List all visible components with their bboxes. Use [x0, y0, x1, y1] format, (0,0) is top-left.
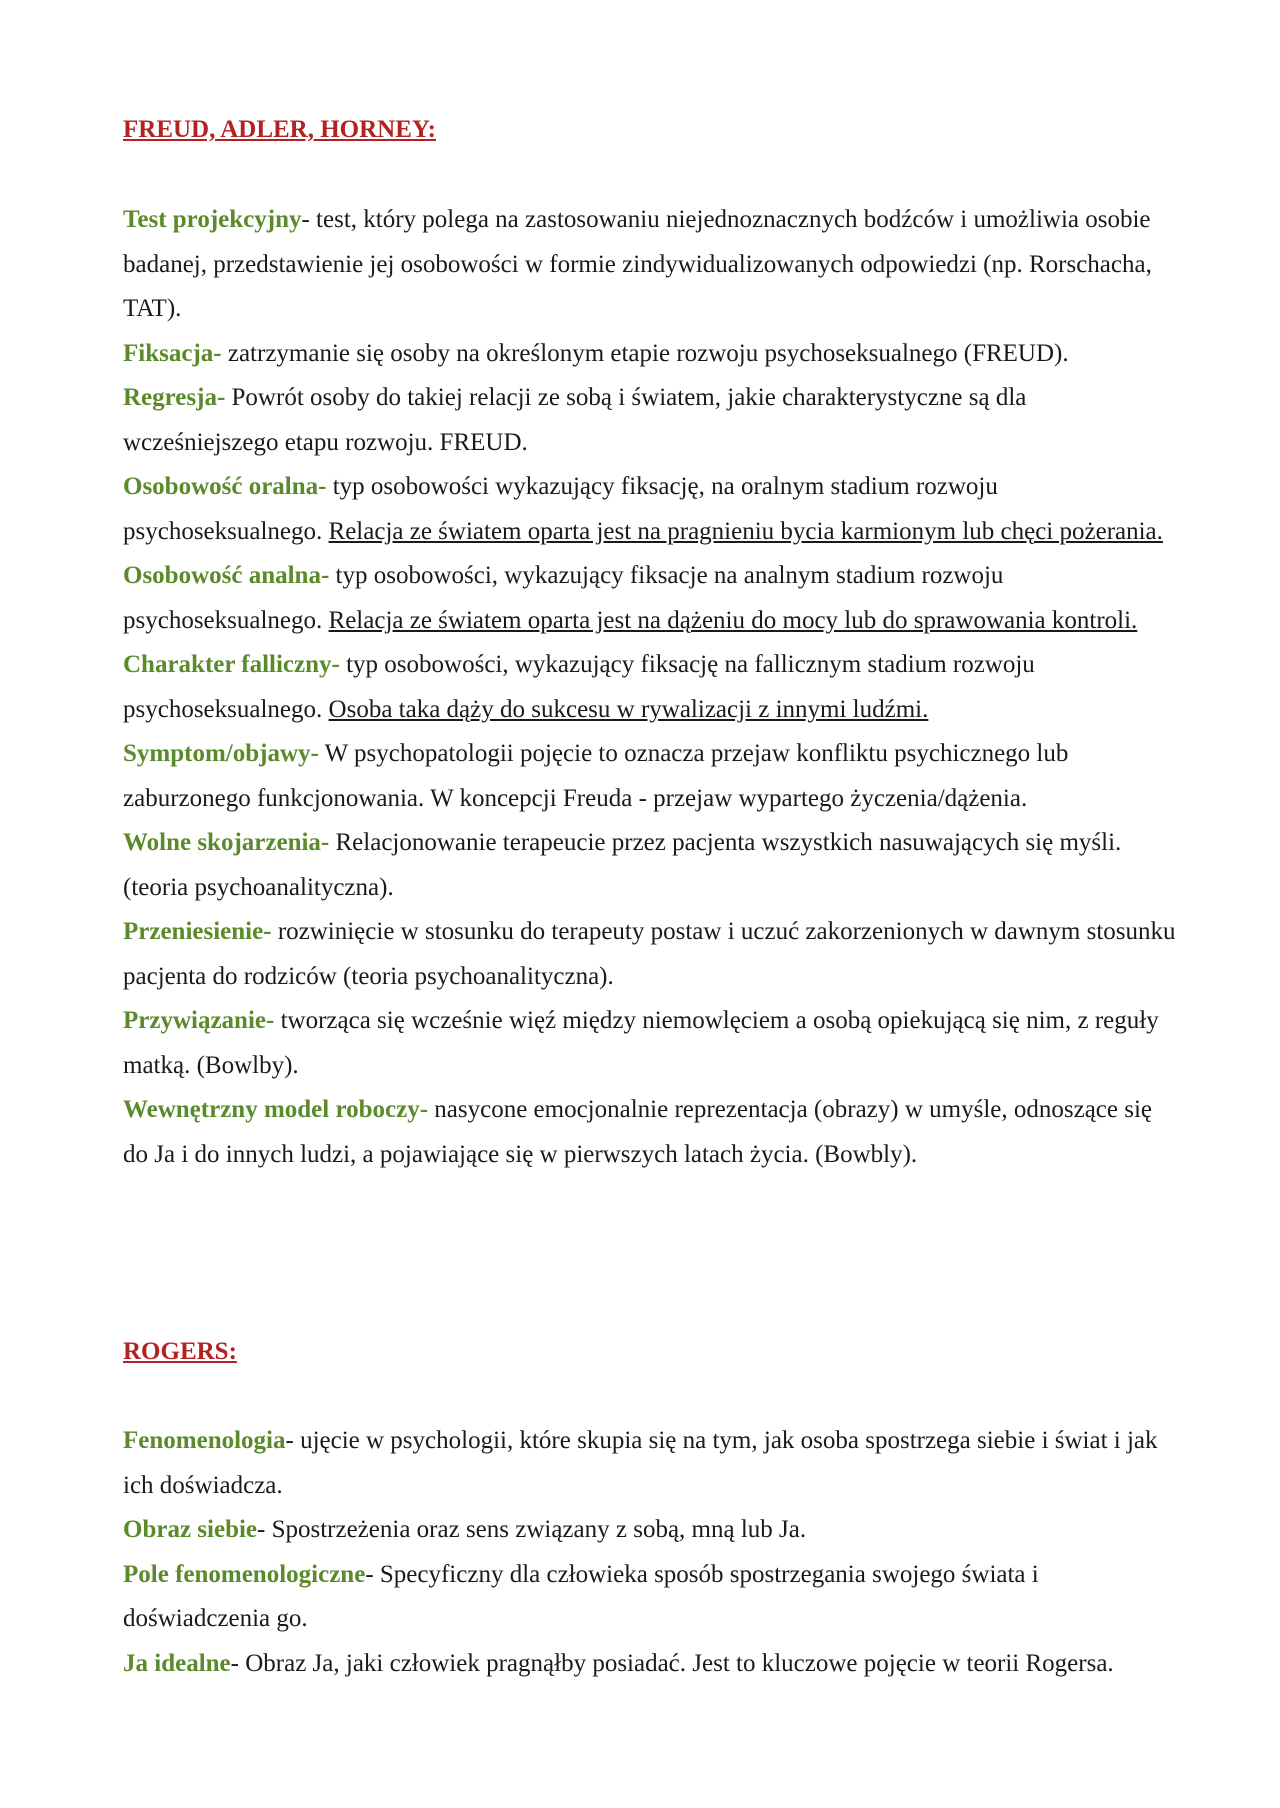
entry-symptom-objawy	[123, 732, 1183, 821]
definition: nasycone emocjonalnie reprezentacja (obrazy) w umyśle, odnoszące się do Ja i do innych ludzi, a pojawiające się w pierwszych latach życia. (Bowbly).	[123, 1096, 1153, 1168]
definition: typ osobowości wykazujący fiksację, na oralnym stadium rozwoju psychoseksualnego.	[123, 473, 998, 545]
underlined-note: Relacja ze światem oparta jest na dążeniu do mocy lub do sprawowania kontroli.	[328, 606, 1138, 634]
entry-wewnetrzny-model-roboczy	[123, 1088, 1183, 1177]
underlined-note: Relacja ze światem oparta jest na pragnieniu bycia karmionym lub chęci pożerania.	[328, 517, 1163, 545]
definition: typ osobowości, wykazujący fiksację na fallicznym stadium rozwoju psychoseksualnego.	[123, 651, 1035, 723]
definition: - Specyficzny dla człowieka sposób spostrzegania swojego świata i doświadczenia go.	[123, 1560, 1039, 1632]
definition: - test, który polega na zastosowaniu niejednoznacznych bodźców i umożliwia osobie badanej, przedstawienie jej osobowości w formie zindywidualizowanych odpowiedzi (np. Rorschacha, TAT).	[123, 206, 1152, 322]
term: Osobowość oralna-	[123, 473, 327, 500]
entry-obraz-siebie	[123, 1508, 1183, 1553]
entry-ja-idealne	[123, 1642, 1183, 1687]
term: Obraz siebie	[123, 1516, 258, 1543]
term: Przywiązanie-	[123, 1007, 275, 1034]
definition: W psychopatologii pojęcie to oznacza przejaw konfliktu psychicznego lub zaburzonego funkcjonowania. W koncepcji Freuda - przejaw wypartego życzenia/dążenia.	[123, 740, 1069, 812]
section-heading-rogers: ROGERS:	[123, 1338, 237, 1365]
definition: - Spostrzeżenia oraz sens związany z sobą, mną lub Ja.	[257, 1516, 807, 1543]
term: Symptom/objawy-	[123, 740, 319, 767]
definition: Powrót osoby do takiej relacji ze sobą i światem, jakie charakterystyczne są dla wcześniejszego etapu rozwoju. FREUD.	[123, 384, 1027, 456]
term: Przeniesienie-	[123, 918, 272, 945]
entry-przeniesienie	[123, 910, 1183, 999]
definition: zatrzymanie się osoby na określonym etapie rozwoju psychoseksualnego (FREUD).	[221, 339, 1069, 367]
entry-wolne-skojarzenia	[123, 821, 1183, 910]
term: Ja idealne	[123, 1649, 231, 1677]
term: Fenomenologia	[123, 1427, 286, 1454]
term: Test projekcyjny	[123, 206, 302, 233]
term: Osobowość analna-	[123, 562, 330, 589]
underlined-note: Osoba taka dąży do sukcesu w rywalizacji z innymi ludźmi.	[328, 695, 929, 723]
term: Fiksacja-	[123, 339, 222, 367]
section-heading-freud: FREUD, ADLER, HORNEY:	[123, 116, 437, 143]
entry-fenomenologia	[123, 1419, 1183, 1508]
term: Pole fenomenologiczne	[123, 1560, 366, 1588]
entry-pole-fenomenologiczne	[123, 1553, 1183, 1642]
entry-przywiazanie	[123, 999, 1183, 1088]
freud-definitions	[123, 198, 1183, 1177]
term: Wewnętrzny model roboczy-	[123, 1096, 429, 1123]
term: Wolne skojarzenia-	[123, 829, 330, 856]
definition: - ujęcie w psychologii, które skupia się na tym, jak osoba spostrzega siebie i świat i jak ich doświadcza.	[123, 1427, 1158, 1499]
entry-regresja	[123, 376, 1183, 465]
definition: tworząca się wcześnie więź między niemowlęciem a osobą opiekującą się nim, z reguły matką. (Bowlby).	[123, 1007, 1159, 1079]
definition: Relacjonowanie terapeucie przez pacjenta wszystkich nasuwających się myśli. (teoria psychoanalityczna).	[123, 829, 1122, 901]
definition: typ osobowości, wykazujący fiksacje na analnym stadium rozwoju psychoseksualnego.	[123, 562, 1004, 634]
entry-charakter-falliczny	[123, 643, 1183, 732]
entry-test-projekcyjny	[123, 198, 1183, 332]
definition: - Obraz Ja, jaki człowiek pragnąłby posiadać. Jest to kluczowe pojęcie w teorii Rogersa.	[230, 1649, 1114, 1677]
entry-fiksacja	[123, 332, 1183, 377]
term: Charakter falliczny-	[123, 651, 340, 678]
entry-osobowosc-oralna	[123, 465, 1183, 554]
definition: rozwinięcie w stosunku do terapeuty postaw i uczuć zakorzenionych w dawnym stosunku pacjenta do rodziców (teoria psychoanalityczna).	[123, 918, 1176, 990]
entry-osobowosc-analna	[123, 554, 1183, 643]
term: Regresja-	[123, 384, 226, 411]
rogers-definitions	[123, 1419, 1183, 1686]
